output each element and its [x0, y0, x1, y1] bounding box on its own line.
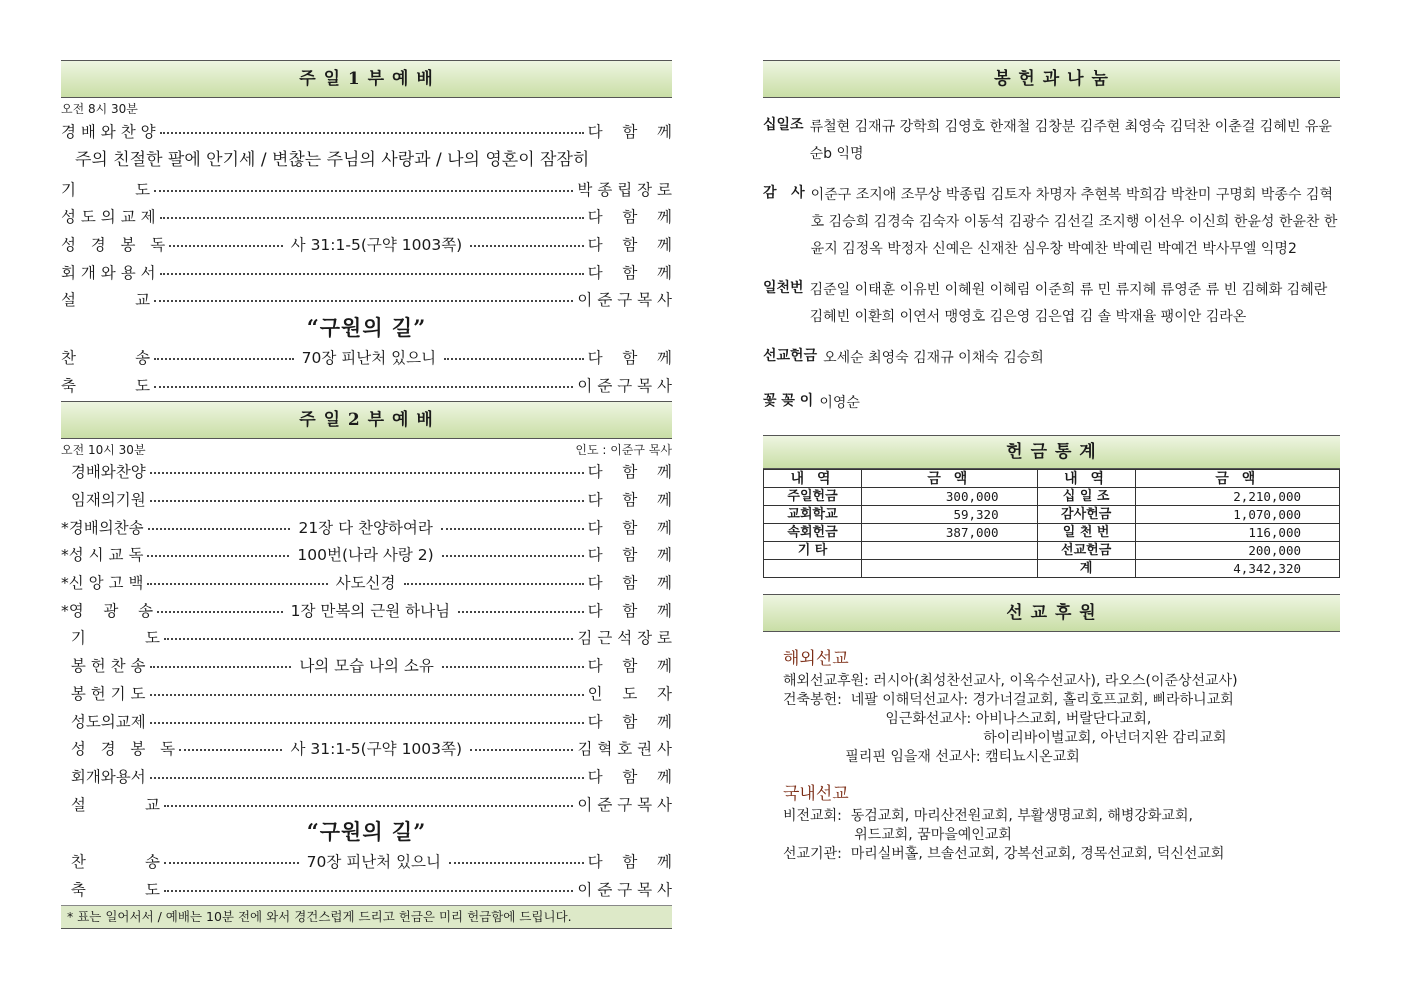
order-row	[61, 707, 672, 735]
order-item-leader: 다 함 께	[587, 235, 672, 254]
order-item-label: 찬 송	[61, 853, 160, 872]
service1-meta	[61, 101, 672, 117]
stats-header-cell: 내 역	[764, 470, 862, 488]
stats-item: 주일헌금	[764, 488, 862, 506]
dot-leader	[160, 132, 584, 134]
dot-leader	[164, 638, 573, 640]
order-item-label: 성 경 봉 독	[61, 740, 176, 759]
order-row	[61, 624, 672, 652]
worship-order-column	[61, 60, 672, 929]
dot-leader	[470, 245, 583, 247]
order-item-detail: 1장 만복의 근원 하나님	[290, 601, 451, 620]
dot-leader	[164, 805, 573, 807]
dot-leader	[164, 890, 573, 892]
order-item-detail: 사 31:1-5(구약 1003쪽)	[290, 235, 463, 254]
dot-leader	[150, 722, 584, 724]
mission-line: 비전교회: 동검교회, 마리산전원교회, 부활생명교회, 해병강화교회,	[783, 808, 1193, 824]
order-row	[61, 734, 672, 762]
order-row	[61, 513, 672, 541]
order-row	[61, 258, 672, 286]
stats-amount	[862, 560, 1038, 578]
stats-amount: 2,210,000	[1135, 488, 1339, 506]
order-item-leader: 이 준 구 목 사	[577, 880, 672, 899]
offering-group-label: 꽃 꽂 이	[763, 393, 814, 409]
dot-leader	[160, 273, 584, 275]
order-row	[61, 230, 672, 258]
domestic-mission-list	[783, 807, 1340, 864]
order-row	[61, 679, 672, 707]
order-item-leader: 다 함 께	[587, 767, 672, 786]
dot-leader	[442, 555, 584, 557]
order-item-label: 회 개 와 용 서	[61, 263, 156, 282]
mission-line: 임근화선교사: 아비나스교회, 버랄단다교회,	[783, 711, 1152, 727]
order-row	[61, 285, 672, 313]
stats-item: 십 일 조	[1037, 488, 1135, 506]
offering-group	[763, 277, 1340, 331]
offering-group-label: 일천번	[763, 280, 804, 296]
dot-leader	[160, 217, 584, 219]
offering-group-names: 류철현 김재규 강학희 김영호 한재철 김창분 김주현 최영숙 김덕찬 이춘걸 김혜빈 유윤순b 익명	[809, 119, 1332, 162]
dot-leader	[150, 500, 584, 502]
order-item-leader: 이 준 구 목 사	[577, 795, 672, 814]
stats-item: 감사헌금	[1037, 506, 1135, 524]
stats-item	[764, 560, 862, 578]
order-item-leader: 김 근 석 장 로	[577, 629, 672, 648]
service1-closing-list	[61, 343, 672, 398]
stats-item: 선교헌금	[1037, 542, 1135, 560]
order-item-detail: 사도신경	[335, 574, 396, 593]
mission-line: 위드교회, 꿈마을예인교회	[783, 827, 1012, 843]
stats-row	[764, 488, 1340, 506]
service2-meta	[61, 442, 672, 458]
order-row	[61, 596, 672, 624]
offering-banner: 봉 헌 과 나 눔	[763, 60, 1340, 98]
offering-group	[763, 114, 1340, 168]
service1-banner: 주 일 1 부 예 배	[61, 60, 672, 98]
mission-banner: 선 교 후 원	[763, 594, 1340, 632]
order-item-leader: 다 함 께	[587, 657, 673, 676]
order-item-leader: 다 함 께	[587, 263, 672, 282]
offering-group-names: 김준일 이태훈 이유빈 이혜원 이혜림 이준희 류 민 류지혜 류영준 류 빈 김혜화 김혜란 김혜빈 이환희 이연서 맹영호 김은영 김은엽 김 솔 박재율 팽이안 김라온	[809, 282, 1328, 325]
footnote: * 표는 일어서서 / 예배는 10분 전에 와서 경건스럽게 드리고 헌금은 미리 헌금함에 드립니다.	[61, 905, 672, 929]
order-row	[61, 651, 672, 679]
mission-line: 해외선교후원: 러시아(최성찬선교사, 이옥수선교사), 라오스(이준상선교사)	[783, 673, 1238, 689]
stats-item: 속회헌금	[764, 524, 862, 542]
dot-leader	[449, 862, 584, 864]
dot-leader	[157, 611, 283, 613]
order-item-label: 축 도	[61, 376, 151, 395]
service2-leader: 인도 : 이준구 목사	[575, 442, 672, 457]
offering-group-names: 이준구 조지애 조무상 박종립 김토자 차명자 추현복 박희감 박찬미 구명회 박종수 김혁호 김승희 김경숙 김숙자 이동석 김광수 김선길 조지행 이선우 이신희 한윤성 한윤찬 한윤지 김정옥 박정자 신예은 신재찬 심우창 박예찬 박예린 박예건 박사무엘 익명2	[810, 187, 1338, 257]
stats-row	[764, 524, 1340, 542]
dot-leader	[154, 190, 573, 192]
order-row	[61, 762, 672, 790]
dot-leader	[147, 583, 327, 585]
offering-group-label: 감 사	[763, 185, 805, 201]
mission-line: 하이리바이벌교회, 아넌더지완 감리교회	[783, 730, 1227, 746]
order-item-leader: 다 함 께	[587, 574, 672, 593]
domestic-mission-heading: 국내선교	[783, 784, 849, 804]
order-item-leader: 다 함 께	[587, 853, 673, 872]
offering-stats-table	[763, 469, 1340, 578]
order-item-detail: 사 31:1-5(구약 1003쪽)	[290, 740, 463, 759]
dot-leader	[169, 245, 282, 247]
stats-item: 계	[1037, 560, 1135, 578]
offering-list	[763, 114, 1340, 417]
service2-banner: 주 일 2 부 예 배	[61, 401, 672, 439]
stats-amount: 59,320	[862, 506, 1038, 524]
order-item-leader: 다 함 께	[587, 463, 672, 482]
stats-row	[764, 560, 1340, 578]
order-item-detail: 100번(나라 사랑 2)	[297, 546, 434, 565]
order-item-label: 축 도	[61, 880, 160, 899]
dot-leader	[150, 472, 584, 474]
order-item-label: *성 시 교 독	[61, 546, 144, 565]
dot-leader	[150, 666, 292, 668]
order-row	[61, 175, 672, 203]
stats-header-cell: 내 역	[1037, 470, 1135, 488]
stats-row	[764, 506, 1340, 524]
order-item-label: *영 광 송	[61, 601, 154, 620]
service1-order-list	[61, 117, 672, 313]
order-item-label: 경배와찬양	[61, 463, 146, 482]
order-row	[61, 875, 672, 903]
offering-group-names: 오세순 최영숙 김재규 이채숙 김승희	[823, 350, 1044, 366]
order-item-label: 기 도	[61, 629, 160, 648]
mission-line: 건축봉헌: 네팔 이해덕선교사: 경가너걸교회, 홀리호프교회, 삐라하니교회	[783, 692, 1234, 708]
overseas-mission-list	[783, 672, 1340, 767]
dot-leader	[458, 611, 584, 613]
stats-banner: 헌 금 통 계	[763, 435, 1340, 469]
mission-line: 선교기관: 마리실버홀, 브솔선교회, 강복선교회, 경목선교회, 덕신선교회	[783, 846, 1225, 862]
dot-leader	[442, 666, 584, 668]
order-row	[61, 847, 672, 875]
order-item-leader: 이 준 구 목 사	[577, 376, 672, 395]
dot-leader	[154, 300, 573, 302]
order-item-label: 봉 헌 기 도	[61, 684, 146, 703]
dot-leader	[164, 862, 299, 864]
order-item-leader: 다 함 께	[587, 491, 672, 510]
dot-leader	[150, 777, 584, 779]
order-item-leader: 다 함 께	[587, 712, 672, 731]
stats-item: 교회학교	[764, 506, 862, 524]
order-item-leader: 인 도 자	[587, 684, 672, 703]
mission-section	[763, 646, 1340, 864]
stats-amount: 387,000	[862, 524, 1038, 542]
stats-header-cell: 금 액	[862, 470, 1038, 488]
order-item-detail: 70장 피난처 있으니	[306, 853, 441, 872]
order-item-detail: 나의 모습 나의 소유	[299, 657, 434, 676]
service2-sermon-title: “구원의 길”	[306, 819, 427, 845]
order-item-label: 성 도 의 교 제	[61, 208, 156, 227]
order-item-label: 경 배 와 찬 양	[61, 122, 156, 141]
order-item-label: *경배의찬송	[61, 518, 144, 537]
offering-group	[763, 182, 1340, 263]
order-item-leader: 다 함 께	[587, 348, 672, 367]
order-item-label: 회개와용서	[61, 767, 146, 786]
stats-header-row	[764, 470, 1340, 488]
order-item-leader: 이 준 구 목 사	[577, 291, 672, 310]
dot-leader	[150, 694, 584, 696]
offering-group	[763, 345, 1340, 372]
stats-body	[764, 488, 1340, 578]
order-row	[61, 790, 672, 818]
stats-item: 기 타	[764, 542, 862, 560]
service2-closing-list	[61, 847, 672, 902]
offering-group-names: 이영순	[819, 395, 860, 411]
order-row	[61, 202, 672, 230]
order-item-leader: 다 함 께	[587, 208, 672, 227]
order-item-label: 설 교	[61, 291, 151, 310]
hymn-lyrics-line: 주의 친절한 팔에 안기세 / 변찮는 주님의 사랑과 / 나의 영혼이 잠잠히	[75, 149, 590, 170]
order-item-label: 찬 송	[61, 348, 151, 367]
dot-leader	[179, 749, 282, 751]
dot-leader	[470, 749, 573, 751]
dot-leader	[441, 528, 584, 530]
order-item-label: 봉 헌 찬 송	[61, 657, 146, 676]
dot-leader	[154, 358, 294, 360]
offering-group-label: 선교헌금	[763, 348, 818, 364]
order-item-leader: 다 함 께	[587, 518, 673, 537]
order-item-detail: 70장 피난처 있으니	[301, 348, 437, 367]
order-item-label: 기 도	[61, 180, 151, 199]
service2-order-list	[61, 458, 672, 818]
stats-row	[764, 542, 1340, 560]
dot-leader	[404, 583, 584, 585]
order-row	[61, 343, 672, 371]
stats-amount: 4,342,320	[1135, 560, 1339, 578]
order-item-leader: 박 종 립 장 로	[577, 180, 672, 199]
order-row	[61, 458, 672, 486]
order-item-leader: 다 함 께	[587, 546, 673, 565]
offering-group	[763, 390, 1340, 417]
stats-amount: 1,070,000	[1135, 506, 1339, 524]
service1-time: 오전 8시 30분	[61, 102, 138, 116]
order-item-label: *신 앙 고 백	[61, 574, 144, 593]
stats-amount: 116,000	[1135, 524, 1339, 542]
offering-group-label: 십일조	[763, 117, 804, 133]
order-row	[61, 541, 672, 569]
dot-leader	[147, 555, 289, 557]
service2-time: 오전 10시 30분	[61, 442, 146, 457]
order-item-label: 성 경 봉 독	[61, 235, 166, 254]
service1-sermon-title: “구원의 길”	[306, 315, 427, 341]
order-item-label: 임재의기원	[61, 491, 146, 510]
order-row	[61, 485, 672, 513]
order-row	[61, 568, 672, 596]
stats-amount: 300,000	[862, 488, 1038, 506]
stats-amount	[862, 542, 1038, 560]
order-item-label: 설 교	[61, 795, 160, 814]
mission-line: 필리핀 임을재 선교사: 캠티뇨시온교회	[783, 749, 1080, 765]
stats-amount: 200,000	[1135, 542, 1339, 560]
order-row	[61, 371, 672, 399]
order-item-leader: 다 함 께	[587, 122, 672, 141]
dot-leader	[444, 358, 584, 360]
stats-item: 일 천 번	[1037, 524, 1135, 542]
order-item-detail: 21장 다 찬양하여라	[298, 518, 433, 537]
stats-header-cell: 금 액	[1135, 470, 1339, 488]
order-item-label: 성도의교제	[61, 712, 146, 731]
overseas-mission-heading: 해외선교	[783, 649, 849, 669]
order-item-leader: 다 함 께	[587, 601, 672, 620]
dot-leader	[148, 528, 291, 530]
offering-column	[763, 60, 1340, 864]
order-item-leader: 김 혁 호 권 사	[577, 740, 673, 759]
order-row	[61, 117, 672, 145]
dot-leader	[154, 386, 573, 388]
